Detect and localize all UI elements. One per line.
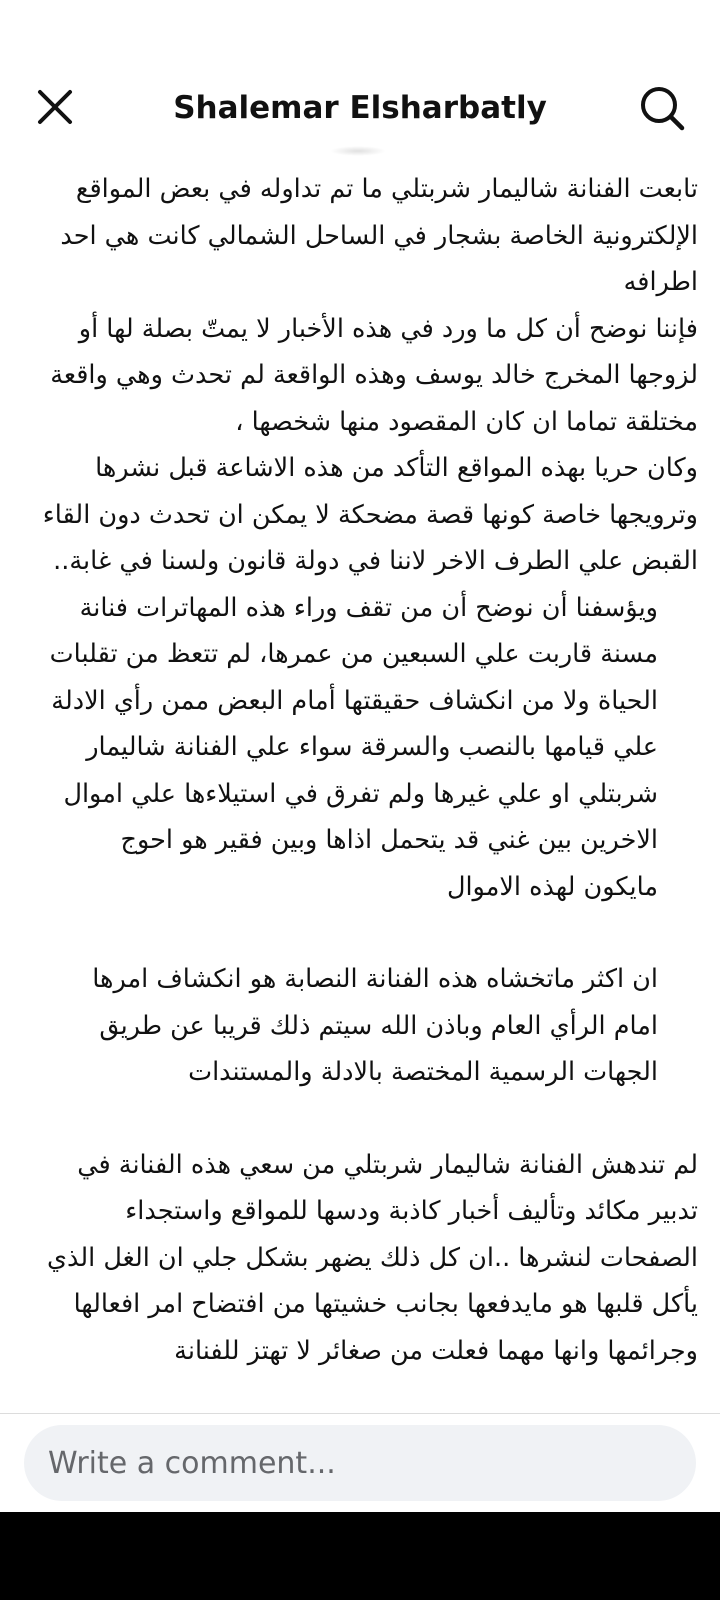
post-paragraph: فإننا نوضح أن كل ما ورد في هذه الأخبار لا يمتّ بصلة لها أو لزوجها المخرج خالد يوسف وهذه الواقعة لم تحدث وهي واقعة مختلقة تماما ان كان المقصود منها شخصها ، bbox=[50, 313, 698, 437]
post-paragraph: ويؤسفنا أن نوضح أن من تقف وراء هذه المهاترات فنانة مسنة قاربت علي السبعين من عمرها، لم تتعظ من تقلبات الحياة ولا من انكشاف حقيقتها أمام البعض ممن رأي الادلة علي قيامها بالنصب والسرقة سواء علي الفنانة شاليمار شربتلي او علي غيرها ولم تفرق في استيلاءها علي اموال الاخرين بين غني قد يتحمل اذاها وبين فقير هو احوج مايكون لهذه الاموال bbox=[49, 592, 658, 902]
close-icon bbox=[37, 89, 73, 125]
paragraph-spacer bbox=[22, 910, 698, 956]
scroll-shadow bbox=[330, 146, 386, 156]
divider bbox=[0, 1413, 720, 1414]
post-text bbox=[22, 166, 698, 1388]
post-paragraph: تابعت الفنانة شاليمار شربتلي ما تم تداوله في بعض المواقع الإلكترونية الخاصة بشجار في الساحل الشمالي كانت هي احد اطرافه bbox=[60, 174, 698, 297]
system-navigation-bar bbox=[0, 1512, 720, 1600]
post-paragraph: وكان حريا بهذه المواقع التأكد من هذه الاشاعة قبل نشرها وترويجها خاصة كونها قصة مضحكة لا يمكن ان تحدث دون القاء القبض علي الطرف الاخر لاننا في دولة قانون ولسنا في غابة.. bbox=[42, 453, 698, 576]
page-title: Shalemar Elsharbatly bbox=[173, 90, 547, 126]
search-button[interactable] bbox=[636, 82, 688, 134]
search-icon bbox=[638, 84, 686, 132]
comment-placeholder: Write a comment... bbox=[48, 1445, 336, 1481]
close-button[interactable] bbox=[32, 84, 78, 130]
post-paragraph: ان اكثر ماتخشاه هذه الفنانة النصابة هو انكشاف امرها امام الرأي العام وباذن الله سيتم ذلك قريبا عن طريق الجهات الرسمية المختصة بالادلة والمستندات bbox=[92, 964, 658, 1087]
paragraph-spacer bbox=[22, 1096, 698, 1142]
post-paragraph: لم تندهش الفنانة شاليمار شربتلي من سعي هذه الفنانة في تدبير مكائد وتأليف أخبار كاذبة ودسها للمواقع واستجداء الصفحات لنشرها ..ان كل ذلك يضهر بشكل جلي ان الغل الذي يأكل قلبها هو مايدفعها بجانب خشيتها من افتضاح امر افعالها وجرائمها وانها مهما فعلت من صغائر لا تهتز للفنانة bbox=[47, 1149, 698, 1366]
comment-input[interactable] bbox=[24, 1425, 696, 1501]
top-bar bbox=[0, 0, 720, 160]
